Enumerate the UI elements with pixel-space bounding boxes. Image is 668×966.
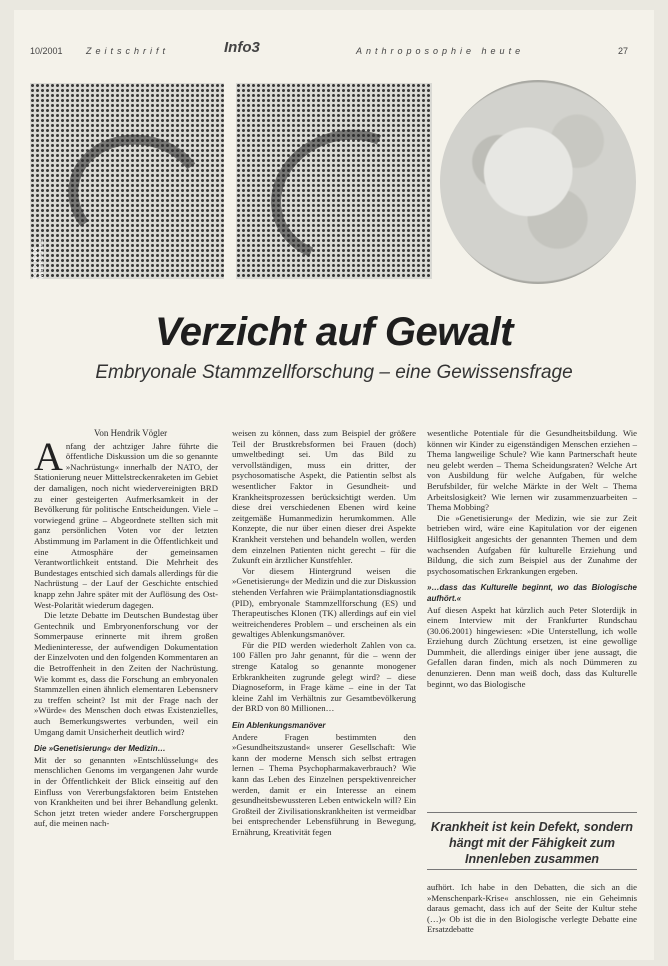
paragraph: Für die PID werden wiederholt Zahlen von ca. 100 Fällen pro Jahr genannt, für die – wenn der strenge Katalog so genannte monogener Erbkrankheiten zugrunde gelegt wird? – diese Diagnoseform, in Frage käme – eine in der Tat kleine Zahl im Verhältnis zur Gesamtbevölkerung der BRD von 80 Millionen…: [232, 639, 416, 714]
byline: Von Hendrik Vögler: [94, 428, 168, 438]
embryo-photo-1: [30, 83, 224, 279]
cell-membrane-shape: [252, 109, 432, 279]
page-number: 27: [618, 46, 629, 56]
embryo-photo-3: [440, 80, 636, 284]
subheading: »…dass das Kulturelle beginnt, wo das Biologische aufhört.«: [427, 583, 637, 603]
paragraph: aufhört. Ich habe in den Debatten, die sich an die »Menschenpark-Krise« anschlossen, nie ein Geheimnis daraus gemacht, dass ich auf der Seite der Kultur stehe (…)« Ob ist die in den Biologische verlegte Debatte eine Ersatzdebatte: [427, 882, 637, 935]
text-column-1: [34, 428, 218, 829]
paragraph: Auf diesen Aspekt hat kürzlich auch Peter Sloterdijk in einem Interview mit der Frankfurter Rundschau (30.06.2001) hingewiesen: »Die Unterstellung, ich wolle Erziehung durch Züchtung ersetzen, ist eine gewollige Dummheit, die allerdings einiger über jene aussagt, die Gefallen daran finden, mich als noch Dümmeren zu denunzieren. Denn man weiß doch, dass das Kulturelle beginnt, wo das Biologische: [427, 604, 637, 689]
issue-date: 10/2001: [30, 46, 63, 56]
magazine-logo: Info3: [224, 39, 260, 56]
dropcap: A: [34, 433, 63, 479]
photo-credit: FOTO: HEIDE WEBER-SCHULZ: [33, 238, 45, 279]
text-column-3: [427, 428, 637, 689]
subheading: Ein Ablenkungsmanöver: [232, 721, 326, 731]
article-subtitle: Embryonale Stammzellforschung – eine Gewissensfrage: [95, 362, 573, 383]
running-head: [14, 10, 654, 66]
paragraph: Die »Genetisierung« der Medizin, wie sie zur Zeit betrieben wird, wäre eine Kapitulation vor der eigenen Hilflosigkeit angesichts der genannten Themen und dem wachsenden Aufgaben für kulturelle Erziehung und Bildung, die sich zum Beispiel aus der Zunahme der psychosomatischen Erkrankungen ergeben.: [427, 512, 637, 576]
paragraph: wesentliche Potentiale für die Gesundheitsbildung. Wie können wir Kinder zu eigenständigen Menschen erziehen – Thema langweilige Schule? Wie kann Partnerschaft heute neu gelebt werden – Thema Scheidungsraten? Welche Art von Ausbildung für welche Aufgaben, für welche Berufsbilder, für welche Märkte in der Welt – Thema Arbeitslosigkeit? Wie lernen wir zusammenzuarbeiten – Thema Mobbing?: [427, 428, 637, 513]
paragraph: Mit der so genannten »Entschlüsselung« des menschlichen Genoms im vergangenen Jahr wurde in der Öffentlichkeit der Blick einseitig auf den Einfluss von Vererbungsfaktoren beim Entstehen von Krankheiten und bei ihrer Behandlung gelenkt. Schon jetzt treten wieder andere Forschergruppen auf, die meinen nach-: [34, 754, 218, 829]
paragraph-text: nfang der achtziger Jahre führte die öffentliche Diskussion um die so genannte »Nachrüstung« innerhalb der NATO, der Stationierung neuer Mittelstreckenraketen im Gebiet der damaligen, noch nicht wiedervereinigten BRD zu einer gesteigerten Aufmerksamkeit in der Bevölkerung für politische Entscheidungen. Viele – vorwiegend grüne – Abgeordnete stellten sich mit ganz persönlichen Voten vor der letzten Abstimmung im Parlament in die Öffentlichkeit und eine Atmosphäre der gemeinsamen Verantwortlichkeit entstand. Die Mehrheit des Bundestages entschied sich damals allerdings für die Nachrüstung – der Lauf der Geschichte entschied knapp zehn Jahre später mit der Auflösung des Ost-West-Polarität wiederum dagegen.: [34, 440, 218, 610]
magazine-label: Zeitschrift: [86, 46, 170, 56]
journal-label: Anthroposophie heute: [356, 46, 525, 56]
cell-membrane-shape: [59, 124, 218, 266]
pull-quote: Krankheit ist kein Defekt, sondern hängt mit der Fähigkeit zum Innenleben zusammen: [427, 812, 637, 870]
paragraph: Andere Fragen bestimmten den »Gesundheitszustand« unserer Gesellschaft: Wie kann der moderne Mensch sich selbst ertragen lernen – Thema Psychopharmakaverbrauch? Wie kann das Leben des Einzelnen perspektivenreicher werden, damit er ein Interesse an einem gesundheitsbewussteren Leben entwickeln will? Ein Großteil der Zivilisationskrankheiten ist vermeidbar bei entsprechender Lebensführung in Bewegung, Ernährung, Kreativität fegen: [232, 731, 416, 837]
paragraph: Die letzte Debatte im Deutschen Bundestag über Gentechnik und Embryonenforschung vor der Sommerpause erinnerte mit ihrem großen Medieninteresse, der aufwendigen Dokumentation der Einzelvoten und den folgenden Kommentaren an die Betroffenheit in den Zeiten der Nachrüstung. Wie kommt es, dass die Forschung an embryonalen Stammzellen einen ähnlich elementaren Lebensnerv zu treffen scheint? Ist mit der Frage nach der »Würde« des Menschen doch etwas Existenzielles, auch Bemerkungswertes verbunden, weil ein Umgang damit Unsicherheit deutlich wird?: [34, 610, 218, 737]
embryo-photo-2: [236, 83, 432, 279]
text-column-3-continued: [427, 882, 637, 935]
subheading: Die »Genetisierung« der Medizin…: [34, 744, 166, 754]
paragraph: Vor diesem Hintergrund weisen die »Genetisierung« der Medizin und die zur Diskussion stehenden Verfahren wie Präimplantationsdiagnostik (PID), embryonale Stammzellforschung (ES) und Therapeutisches Klonen (TK) allerdings auf ein viel weitreichenderes Problem – und erscheinen als ein gewaltiges Ablenkungsmanöver.: [232, 565, 416, 640]
newspaper-page: [14, 10, 654, 960]
paragraph: weisen zu können, dass zum Beispiel der größere Teil der Brustkrebsformen bei Frauen (doch) umweltbedingt sei. Um das Bild zu vervollständigen, muss ein dritter, der psychosomatische Aspekt, die Patientin selbst als wesentlicher Faktor in Gesundheit- und Krankheitsprozessen berücksichtigt werden. Um diese drei verschiedenen Ebenen wird keine zeitgemäße Humanmedizin herumkommen. Alle Konzepte, die nur über einen dieser drei Aspekte Krankheit verstehen und behandeln wollen, werden dem einzelnen Patienten nicht gerecht – für die Zukunft ein ärztlicher Kunstfehler.: [232, 428, 416, 566]
text-column-2: [232, 428, 416, 838]
article-title: Verzicht auf Gewalt: [155, 310, 513, 354]
